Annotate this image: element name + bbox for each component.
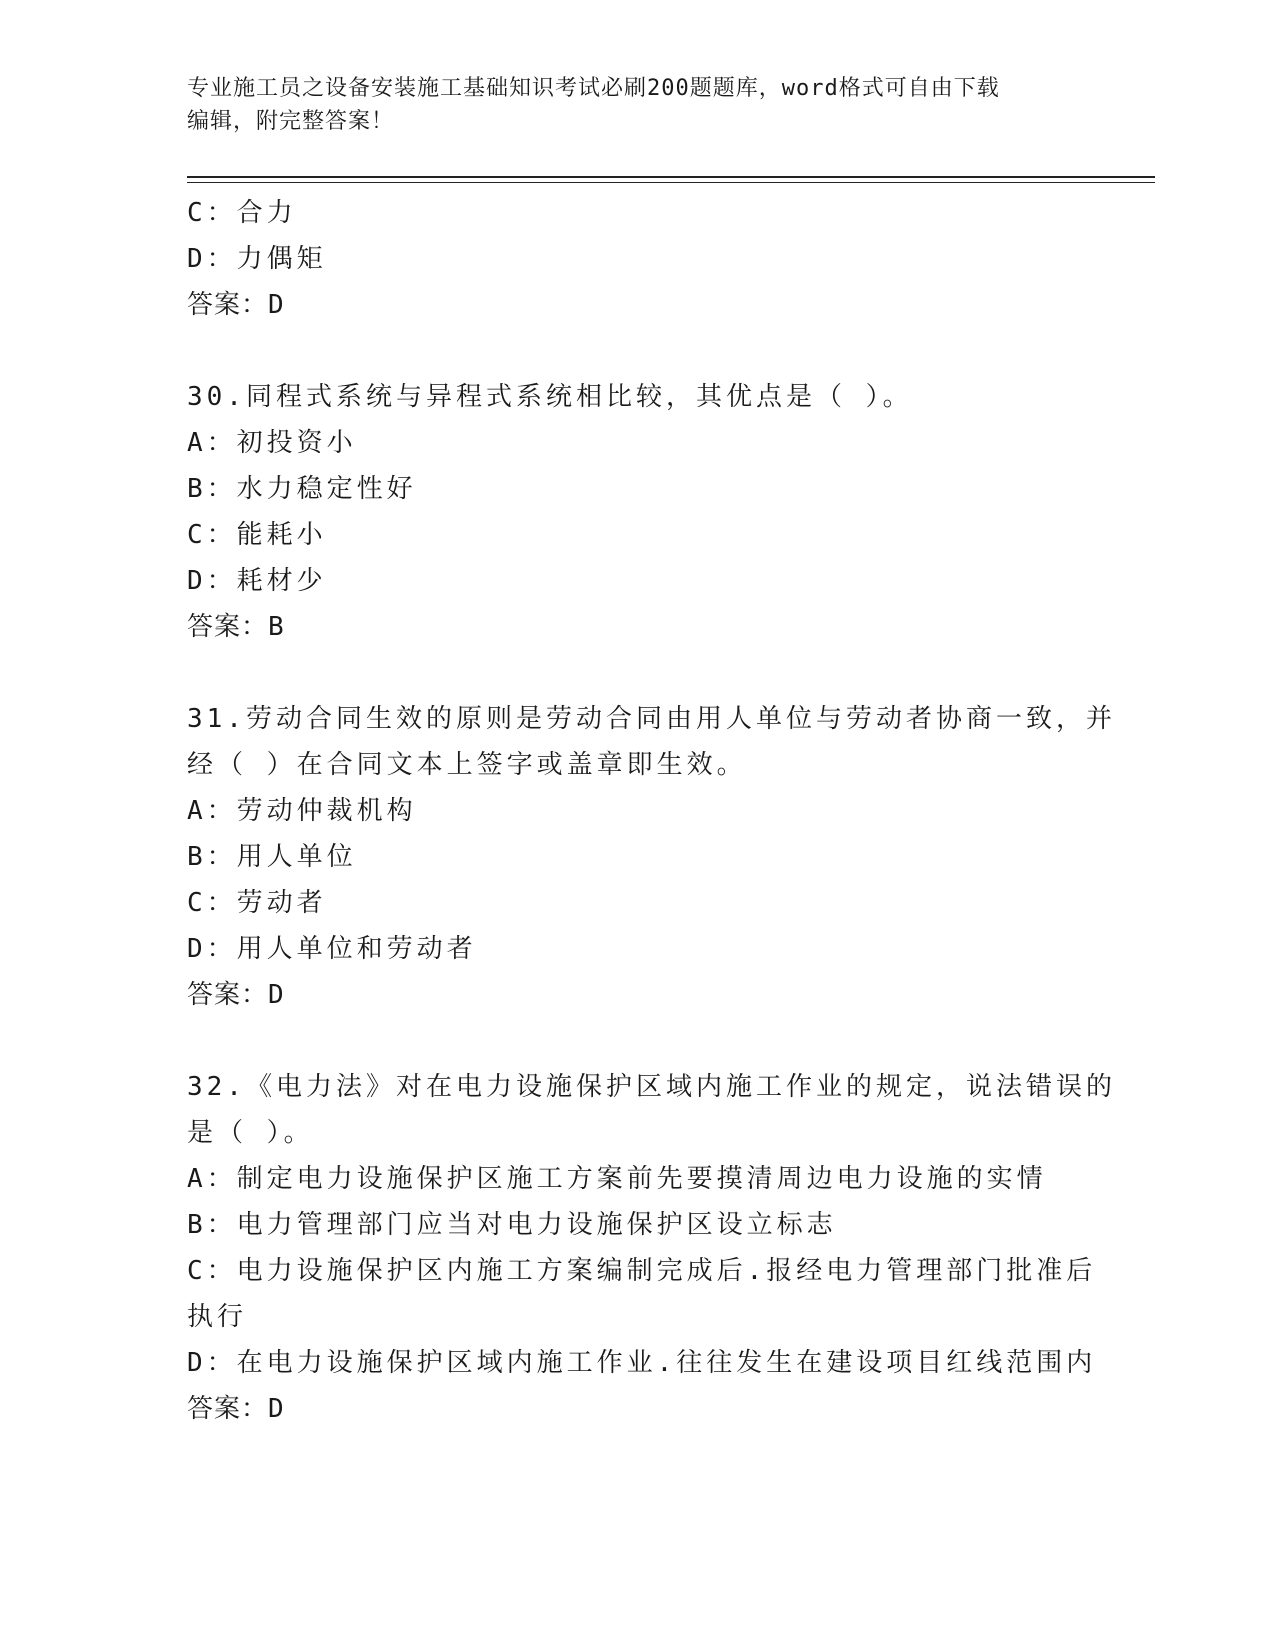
spacer [187, 1018, 1087, 1064]
option-a: A：制定电力设施保护区施工方案前先要摸清周边电力设施的实情 [187, 1164, 1047, 1194]
page-header [187, 72, 1067, 138]
option-c: C：劳动者 [187, 888, 327, 918]
option-a: A：劳动仲裁机构 [187, 796, 417, 826]
option-d: D：在电力设施保护区域内施工作业.往往发生在建设项目红线范围内 [187, 1348, 1097, 1378]
question-stem: 32.《电力法》对在电力设施保护区域内施工作业的规定，说法错误的 [187, 1072, 1116, 1102]
spacer [187, 328, 1087, 374]
header-title-line-2: 编辑，附完整答案！ [187, 109, 395, 134]
header-divider-thin [187, 182, 1155, 183]
answer-line: 答案：D [187, 1394, 285, 1424]
answer-line: 答案：B [187, 612, 285, 642]
option-d: D：力偶矩 [187, 244, 327, 274]
question-list [187, 190, 1116, 1432]
question-stem: 31.劳动合同生效的原则是劳动合同由用人单位与劳动者协商一致，并 [187, 704, 1116, 734]
option-d: D：用人单位和劳动者 [187, 934, 477, 964]
question-30 [187, 374, 1087, 650]
spacer [187, 650, 1087, 696]
prev-question-options [187, 190, 1087, 328]
option-c: C：电力设施保护区内施工方案编制完成后.报经电力管理部门批准后 [187, 1256, 1097, 1286]
option-c: C：能耗小 [187, 520, 327, 550]
header-title-line-1: 专业施工员之设备安装施工基础知识考试必刷200题题库，word格式可自由下载 [187, 76, 1000, 101]
question-stem-continued: 是（ ）。 [187, 1118, 314, 1148]
question-stem-continued: 经（ ）在合同文本上签字或盖章即生效。 [187, 750, 747, 780]
question-stem: 30.同程式系统与异程式系统相比较，其优点是（ ）。 [187, 382, 913, 412]
question-32 [187, 1064, 1116, 1432]
option-b: B：用人单位 [187, 842, 357, 872]
answer-line: 答案：D [187, 980, 285, 1010]
option-b: B：水力稳定性好 [187, 474, 417, 504]
option-c-continued: 执行 [187, 1302, 248, 1332]
answer-line: 答案：D [187, 290, 285, 320]
option-d: D：耗材少 [187, 566, 327, 596]
header-divider-thick [187, 176, 1155, 178]
option-a: A：初投资小 [187, 428, 357, 458]
question-31 [187, 696, 1116, 1018]
option-c: C：合力 [187, 198, 297, 228]
option-b: B：电力管理部门应当对电力设施保护区设立标志 [187, 1210, 837, 1240]
